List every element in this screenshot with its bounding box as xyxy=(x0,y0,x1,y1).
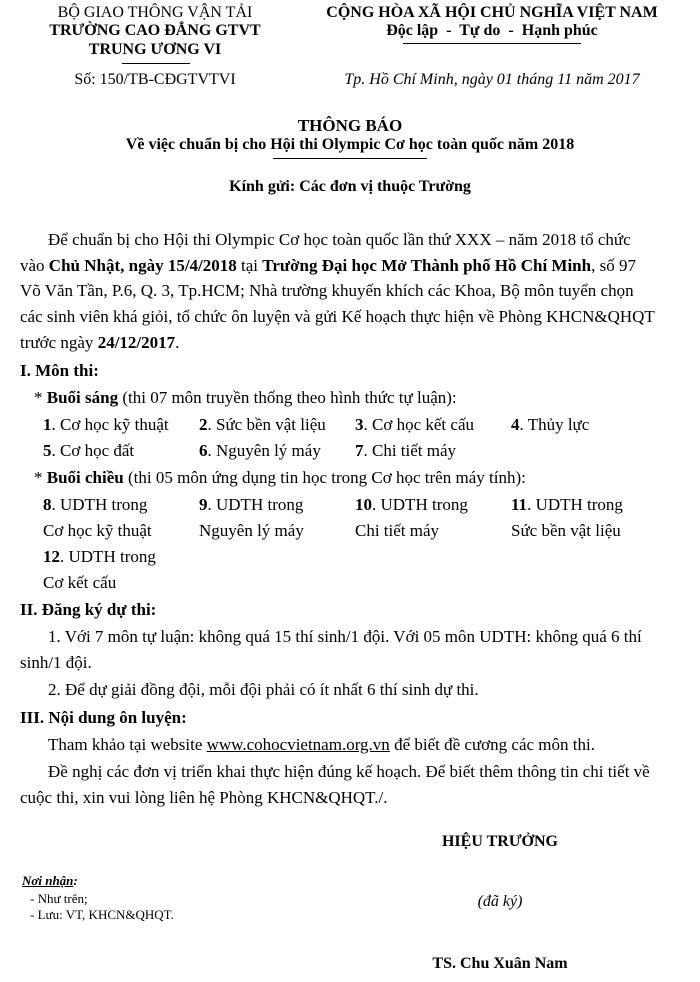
signer-position: HIỆU TRƯỞNG xyxy=(441,833,558,850)
subject-item-continuation: Cơ kết cấu xyxy=(43,573,117,592)
document-number: Số: 150/TB-CĐGTVTVI xyxy=(74,71,236,88)
request-line-1: Đề nghị các đơn vị triển khai thực hiện đúng kế hoạch. Để biết thêm thông tin chi tiết về xyxy=(48,762,650,781)
registration-line-1: 1. Với 7 môn tự luận: không quá 15 thí sinh/1 đội. Với 05 môn UDTH: không quá 6 thí xyxy=(48,627,642,646)
subject-item-continuation: Sức bền vật liệu xyxy=(511,521,621,540)
school-name-line1: TRƯỜNG CAO ĐẲNG GTVT xyxy=(49,22,261,39)
subject-item: 4. Thủy lực xyxy=(511,415,590,434)
morning-session-line: * Buổi sáng (thi 07 môn truyền thống theo hình thức tự luận): xyxy=(34,388,457,407)
section-1-heading: I. Môn thi: xyxy=(20,361,99,380)
subject-item: 10. UDTH trong xyxy=(355,495,468,514)
signer-name: TS. Chu Xuân Nam xyxy=(432,955,568,972)
national-motto: Độc lập - Tự do - Hạnh phúc xyxy=(386,22,598,39)
subject-item: 9. UDTH trong xyxy=(199,495,304,514)
subject-item: 6. Nguyên lý máy xyxy=(199,441,321,460)
subject-item: 7. Chi tiết máy xyxy=(355,441,457,460)
afternoon-session-line: * Buổi chiều (thi 05 môn ứng dụng tin học trong Cơ học trên máy tính): xyxy=(34,468,526,487)
recipient-line: Kính gửi: Các đơn vị thuộc Trường xyxy=(229,178,471,195)
subject-item: 5. Cơ học đất xyxy=(43,441,135,460)
website-link[interactable]: www.cohocvietnam.org.vn xyxy=(206,735,390,754)
subject-item: 12. UDTH trong xyxy=(43,547,156,566)
request-line-2: cuộc thi, xin vui lòng liên hệ Phòng KHCN&QHQT./. xyxy=(20,788,388,807)
subject-item-continuation: Nguyên lý máy xyxy=(199,521,304,540)
intro-line-3: Võ Văn Tần, P.6, Q. 3, Tp.HCM; Nhà trường khuyến khích các Khoa, Bộ môn tuyển chọn xyxy=(20,281,634,300)
subject-item-continuation: Cơ học kỹ thuật xyxy=(43,521,152,540)
reference-line: Tham khảo tại website www.cohocvietnam.org.vn để biết đề cương các môn thi. xyxy=(48,735,595,754)
header-left-underline xyxy=(122,63,190,64)
subject-item: 11. UDTH trong xyxy=(511,495,623,514)
subject-item-continuation: Chi tiết máy xyxy=(355,521,440,540)
section-3-heading: III. Nội dung ôn luyện: xyxy=(20,708,187,727)
subject-item: 2. Sức bền vật liệu xyxy=(199,415,326,434)
ministry-name: BỘ GIAO THÔNG VẬN TẢI xyxy=(57,4,253,21)
intro-line-2: vào Chủ Nhật, ngày 15/4/2018 tại Trường Đại học Mở Thành phố Hồ Chí Minh, số 97 xyxy=(20,256,636,275)
registration-line-2: sinh/1 đội. xyxy=(20,653,92,672)
notice-subject: Về việc chuẩn bị cho Hội thi Olympic Cơ học toàn quốc năm 2018 xyxy=(125,136,575,153)
subject-item: 3. Cơ học kết cấu xyxy=(355,415,474,434)
registration-line-3: 2. Để dự giải đồng đội, mỗi đội phải có ít nhất 6 thí sinh dự thi. xyxy=(48,680,479,699)
intro-line-4: các sinh viên khá giỏi, tổ chức ôn luyện và gửi Kế hoạch thực hiện về Phòng KHCN&QHQT xyxy=(20,307,655,326)
section-2-heading: II. Đăng ký dự thi: xyxy=(20,600,157,619)
subject-item: 8. UDTH trong xyxy=(43,495,148,514)
title-underline xyxy=(273,158,427,159)
nation-title: CỘNG HÒA XÃ HỘI CHỦ NGHĨA VIỆT NAM xyxy=(326,4,658,21)
recipient-item: - Như trên; xyxy=(30,891,88,906)
signed-note: (đã ký) xyxy=(477,893,523,910)
intro-line-5: trước ngày 24/12/2017. xyxy=(20,333,180,352)
intro-line-1: Để chuẩn bị cho Hội thi Olympic Cơ học toàn quốc lần thứ XXX – năm 2018 tổ chức xyxy=(48,230,631,249)
school-name-line2: TRUNG ƯƠNG VI xyxy=(88,41,222,58)
subject-item: 1. Cơ học kỹ thuật xyxy=(43,415,169,434)
header-right-underline xyxy=(403,43,581,44)
recipient-item: - Lưu: VT, KHCN&QHQT. xyxy=(30,907,174,922)
notice-title: THÔNG BÁO xyxy=(297,116,403,135)
recipients-label: Nơi nhận: xyxy=(22,873,78,888)
place-date: Tp. Hồ Chí Minh, ngày 01 tháng 11 năm 2017 xyxy=(344,71,640,88)
